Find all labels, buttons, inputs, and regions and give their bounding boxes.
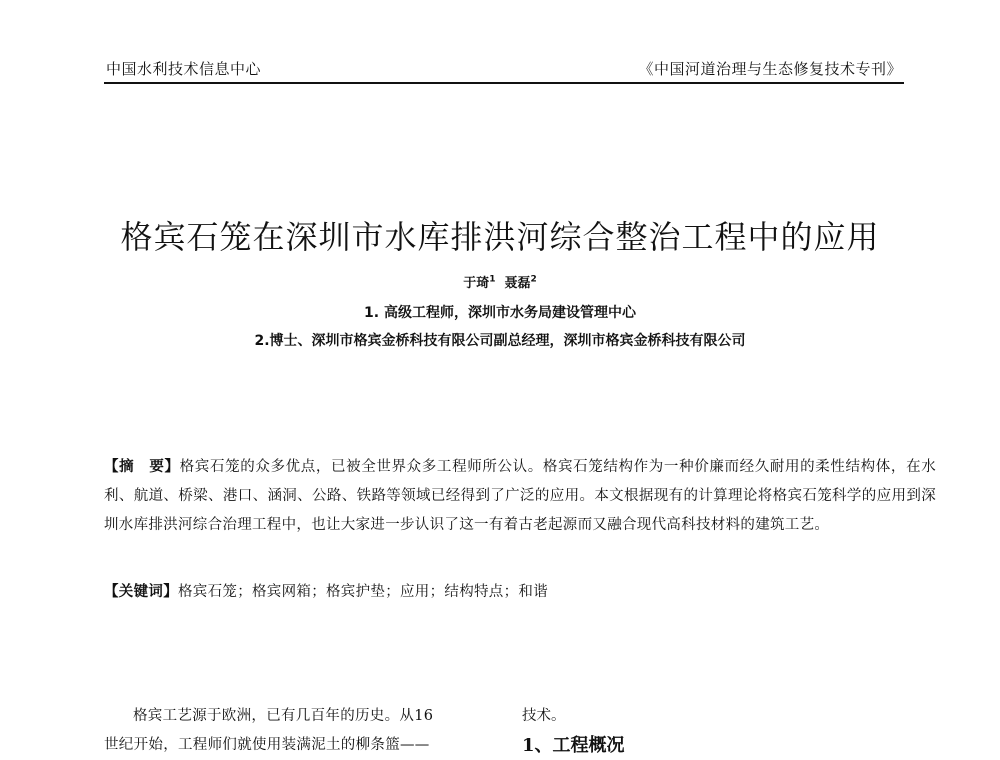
running-header-right: 《中国河道治理与生态修复技术专刊》 [638, 60, 902, 78]
paper-title: 格宾石笼在深圳市水库排洪河综合整治工程中的应用 [120, 218, 880, 256]
abstract-text: 格宾石笼的众多优点，已被全世界众多工程师所公认。格宾石笼结构作为一种价廉而经久耐用的柔性结构体，在水利、航道、桥梁、港口、涵洞、公路、铁路等领域已经得到了广泛的应用。本文根据现有的计算理论将格宾石笼科学的应用到深圳水库排洪河综合治理工程中，也让大家进一步认识了这一有着古老起源而又融合现代高科技材料的建筑工艺。 [104, 459, 937, 533]
keywords-label: 【关键词】 [104, 583, 178, 600]
body-column-left [104, 702, 490, 760]
section-heading: 1、工程概况 [522, 735, 625, 756]
abstract [104, 452, 936, 540]
running-header-left: 中国水利技术信息中心 [106, 60, 262, 78]
keywords [104, 580, 936, 601]
affiliation-2: 2.博士、深圳市格宾金桥科技有限公司副总经理，深圳市格宾金桥科技有限公司 [254, 333, 746, 349]
header-divider [104, 82, 904, 84]
keywords-text: 格宾石笼；格宾网箱；格宾护垫；应用；结构特点；和谐 [178, 584, 548, 600]
author-name: 于琦 [463, 276, 490, 291]
body-text-line: 格宾工艺源于欧洲，已有几百年的历史。从16 [133, 708, 434, 724]
author-affil-marker: 2 [530, 274, 537, 285]
affiliation-1: 1. 高级工程师，深圳市水务局建设管理中心 [364, 305, 636, 321]
abstract-label: 【摘 要】 [104, 458, 180, 475]
body-column-right [522, 702, 902, 760]
author-name: 聂磊 [504, 276, 531, 291]
body-text-line: 世纪开始，工程师们就使用装满泥土的柳条篮—— [104, 737, 430, 753]
body-text-line: 技术。 [522, 708, 566, 724]
author-line [0, 272, 1000, 291]
author-affil-marker: 1 [489, 274, 496, 285]
